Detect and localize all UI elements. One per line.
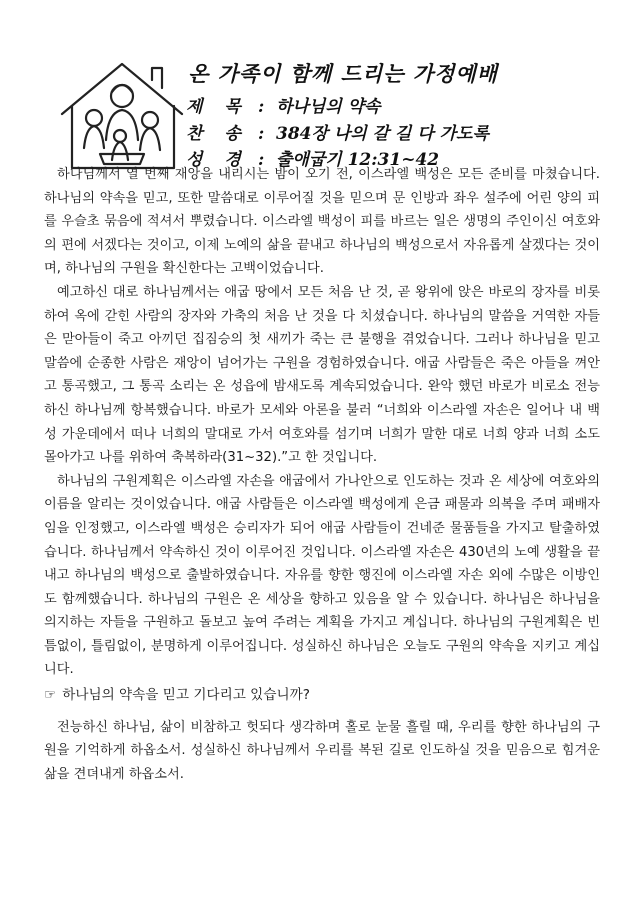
sermon-body — [44, 163, 600, 786]
separator: : — [258, 97, 265, 117]
reflection-question — [44, 684, 600, 708]
topic-value: 하나님의 약속 — [276, 97, 381, 117]
hymn-row — [186, 119, 489, 144]
scripture-label: 성 경 — [186, 150, 249, 170]
question-text: 하나님의 약속을 믿고 기다리고 있습니까? — [62, 687, 310, 704]
pointing-hand-icon: ☞ — [44, 687, 57, 704]
topic-label: 제 목 — [186, 97, 249, 117]
separator: : — [258, 124, 265, 144]
scripture-value: 출애굽기 12:31~42 — [276, 150, 440, 170]
paragraph-2: 예고하신 대로 하나님께서는 애굽 땅에서 모든 처음 난 것, 곧 왕위에 앉은 바로의 장자를 비롯하여 옥에 갇힌 사람의 장자와 가축의 처음 난 것을 다 치셨습니다. 하나님의 말씀을 거역한 자들은 맏아들이 죽고 아끼던 집짐승의 첫 새끼가 죽는 큰 불행을 겪었습니다. 그러나 하나님을 믿고 말씀에 순종한 사람은 재앙이 넘어가는 구원을 경험하였습니다. 애굽 사람들은 죽은 아들을 껴안고 통곡했고, 그 통곡 소리는 온 성읍에 밤새도록 계속되었습니다. 완악 했던 바로가 비로소 전능하신 하나님께 항복했습니다. 바로가 모세와 아론을 불러 “너희와 이스라엘 자손은 일어나 내 백성 가운데에서 떠나 너희의 말대로 가서 여호와를 섬기며 너희가 말한 대로 너희 양과 너희 소도 몰아가고 나를 위하여 축복하라(31~32).”고 한 것입니다. — [44, 284, 600, 466]
paragraph-3: 하나님의 구원계획은 이스라엘 자손을 애굽에서 가나안으로 인도하는 것과 온 세상에 여호와의 이름을 알리는 것이었습니다. 애굽 사람들은 이스라엘 백성에게 은금 패물과 의복을 주며 패배자임을 인정했고, 이스라엘 백성은 승리자가 되어 애굽 사람들이 건네준 물품들을 가지고 탈출하였습니다. 하나님께서 약속하신 것이 이루어진 것입니다. 이스라엘 자손은 430년의 노예 생활을 끝내고 하나님의 백성으로 출발하였습니다. 자유를 향한 행진에 이스라엘 자손 외에 수많은 이방인도 함께했습니다. 하나님의 구원은 온 세상을 향하고 있음을 알 수 있습니다. 하나님은 하나님을 의지하는 자들을 구원하고 돌보고 높여 주려는 계획을 가지고 계십니다. 하나님의 구원계획은 빈틈없이, 틀림없이, 분명하게 이루어집니다. 성실하신 하나님은 오늘도 구원의 약속을 지키고 계십니다. — [44, 473, 600, 678]
page-title: 온 가족이 함께 드리는 가정예배 — [188, 61, 498, 86]
paragraph-1: 하나님께서 열 번째 재앙을 내리시는 밤이 오기 전, 이스라엘 백성은 모든 준비를 마쳤습니다. 하나님의 약속을 믿고, 또한 말씀대로 이루어질 것을 믿으며 문 인방과 좌우 설주에 어린 양의 피를 우슬초 묶음에 적셔서 뿌렸습니다. 이스라엘 백성이 피를 바르는 일은 생명의 주인이신 여호와의 편에 서겠다는 것이고, 이제 노예의 삶을 끝내고 하나님의 백성으로서 자유롭게 살겠다는 것이며, 하나님의 구원을 확신한다는 고백이었습니다. — [44, 167, 600, 277]
hymn-value: 384장 나의 갈 길 다 가도록 — [276, 124, 489, 144]
separator: : — [258, 150, 265, 170]
hymn-label: 찬 송 — [186, 124, 249, 144]
topic-row — [186, 92, 380, 117]
closing-prayer: 전능하신 하나님, 삶이 비참하고 헛되다 생각하며 홀로 눈물 흘릴 때, 우리를 향한 하나님의 구원을 기억하게 하옵소서. 성실하신 하나님께서 우리를 복된 길로 인도하실 것을 믿음으로 힘겨운 삶을 견뎌내게 하옵소서. — [44, 719, 600, 782]
family-house-illustration — [56, 56, 188, 174]
header — [56, 52, 596, 172]
